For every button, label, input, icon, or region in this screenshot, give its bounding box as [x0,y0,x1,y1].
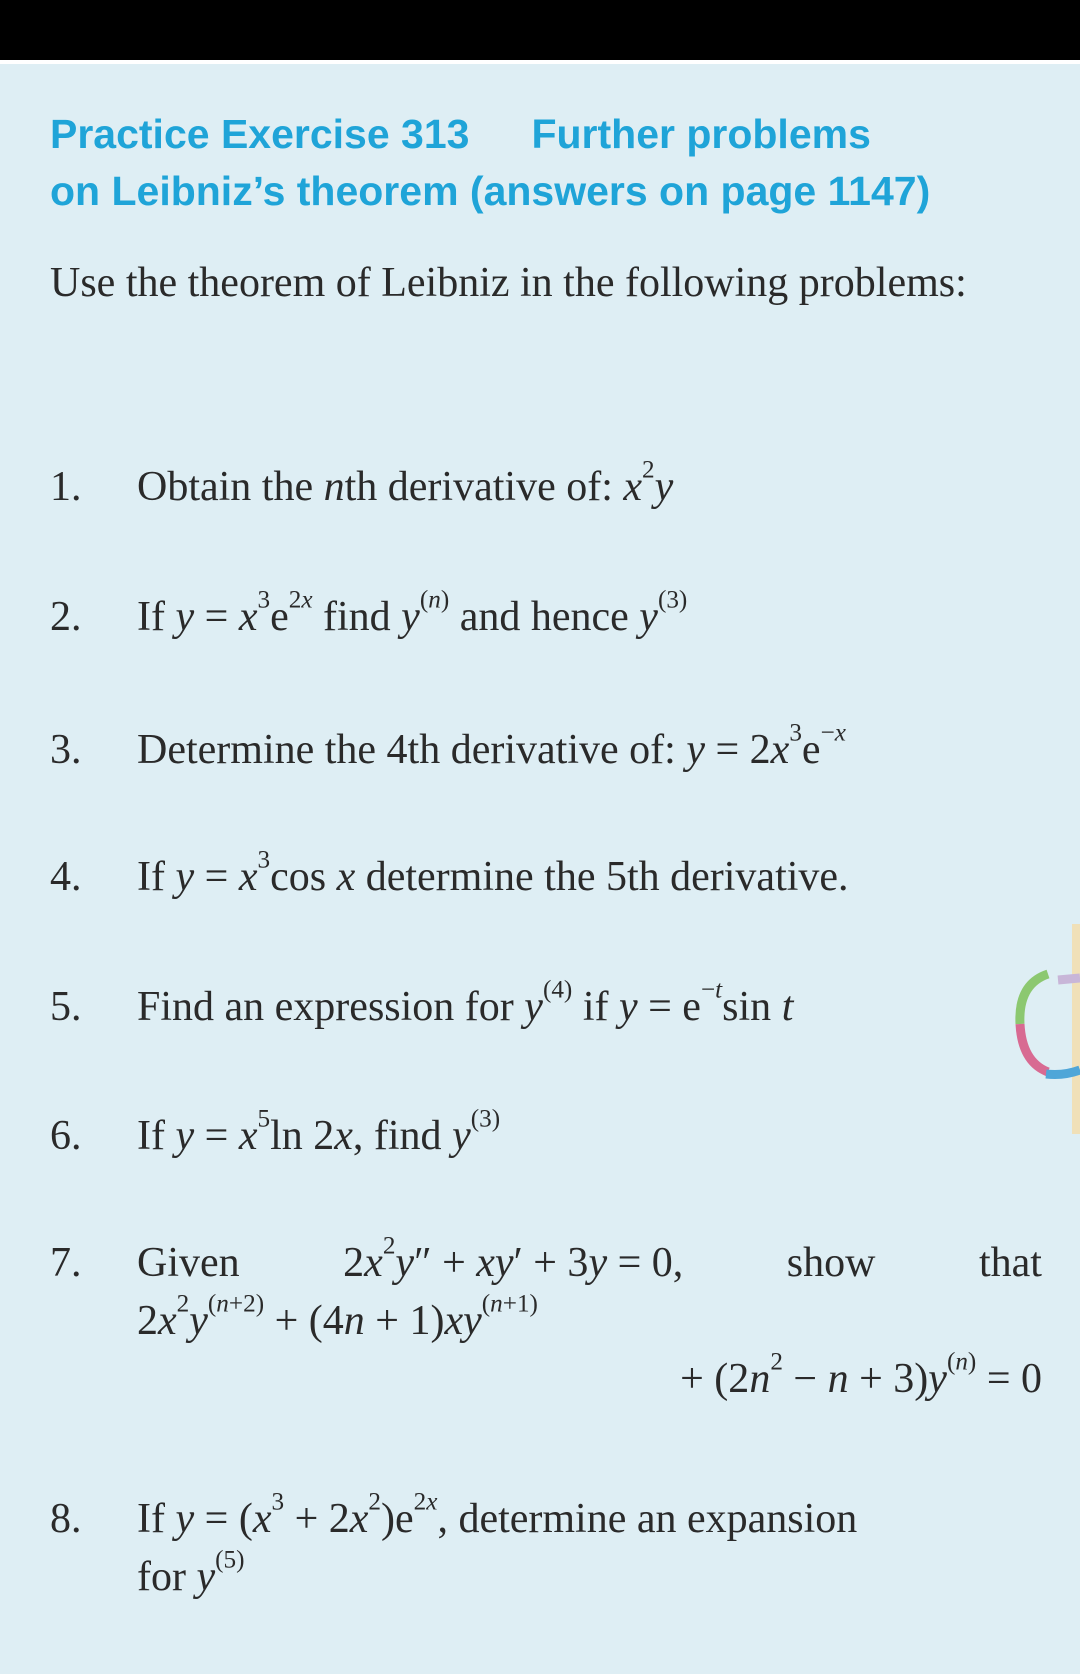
problem-number: 5. [50,984,82,1030]
exercise-heading [50,106,1050,220]
problem-text: If $y = x^5\ln$ 2x, find $y^{(3)}$ [137,1105,501,1159]
problem-number: 6. [50,1113,82,1159]
partial-logo-icon [1008,924,1080,1134]
problem-number: 7. [50,1240,82,1286]
problem-text: Find an expression for $y^{(4)}$ if $y = e^{-t}\sin$ t [137,976,794,1030]
heading-title: Practice Exercise 313 [50,111,470,157]
problem-text: If $y = (x^3 + 2x^2)e^{2x}$, determine an expansion for $y^{(5)}$ [137,1488,858,1600]
problem-text: Obtain the nth derivative of: $x^2y$ [137,456,674,510]
exercise-page [0,60,1080,1674]
problem-text: If $y = x^3\cos$ x determine the 5th derivative. [137,846,849,900]
heading-subtitle-cont: on Leibniz’s theorem (answers on page 1147) [50,168,931,214]
problem-number: 4. [50,854,82,900]
intro-text: Use the theorem of Leibniz in the following problems: [50,260,967,306]
heading-subtitle: Further problems [531,111,871,157]
problem-text: Given $2x^2y'' + xy' + 3y = 0$, show that $2x^2y^{(n+2)} + (4n + 1)xy^{(n+1)}$ + $(2n^2 - n + 3)y^{(n)} = 0$ [137,1232,1042,1402]
problem-number: 3. [50,727,82,773]
problem-number: 8. [50,1496,82,1542]
problem-text: If $y = x^3e^{2x}$ find $y^{(n)}$ and hence $y^{(3)}$ [137,586,688,640]
problem-text: Determine the 4th derivative of: $y = 2x^3e^{-x}$ [137,719,846,773]
problem-number: 1. [50,464,82,510]
problem-number: 2. [50,594,82,640]
